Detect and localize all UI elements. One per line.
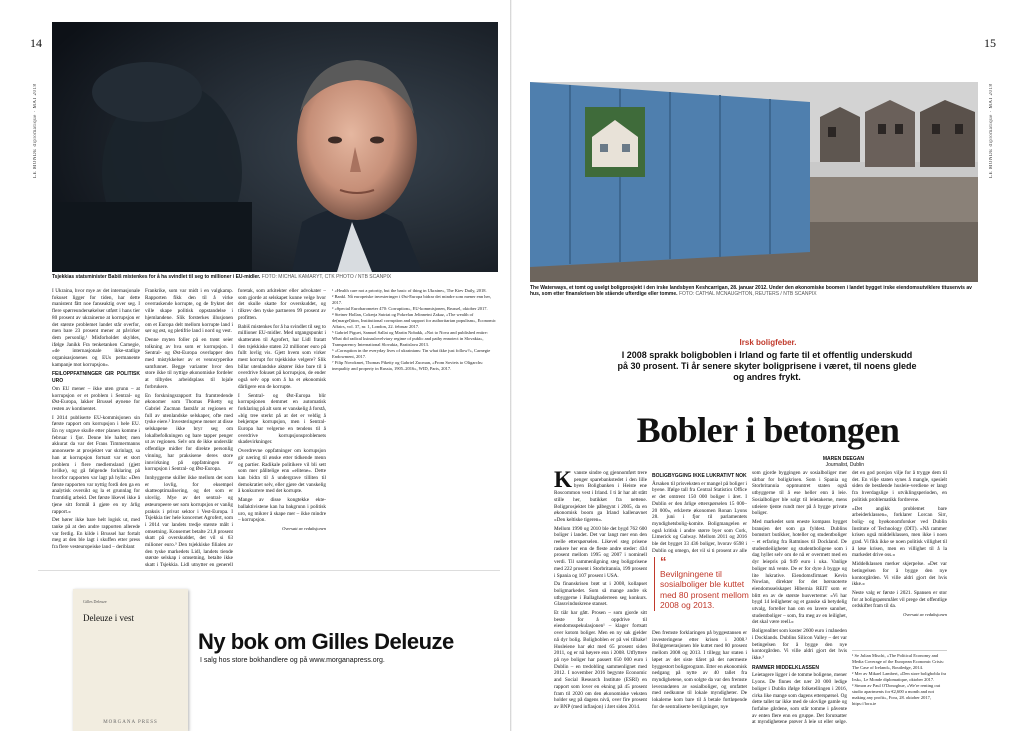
photo-credit: FOTO: MICHAL KAMARYT, CTK PHOTO / NTB SCANPIX <box>261 274 392 280</box>
section-heading: BOLIGBYGGING IKKE LUKRATIVT NOK <box>652 473 747 479</box>
right-page <box>512 0 1024 731</box>
kicker: Irsk boligfeber. <box>739 338 797 347</box>
book-publisher: MORGANA PRESS <box>103 720 158 725</box>
paragraph: Middelklassen merker skjerpelse. «Det var betingelsen for å bygge den nye kontorgården. Vi ville aldri gjort det hvis ikke.» <box>852 561 947 588</box>
paragraph: Frankrike, som var midt i en valgkamp. Rapporten fikk den til å virke overraskende korrupte, og de fryktet det ville skape politisk oppstandelse i hjemlandene. Slik forsterkes illusjonen om et Europa delt mellom korrupte land i sør og øst, og pletifrie land i nord og vest. <box>145 288 233 335</box>
paragraph: I 2014 publiserte EU-kommisjonen sin første rapport om korrupsjon i hele EU. En ny utgave skulle etter planen komme i februar i fjor. Denne ble haltet; men akkurat da var det Frans Timmermanns annonserte at prosjektet var skrinlagt, sa han at korrupsjon fortsatt var et stort problem i flere medlemsland (gjett hvilke), og gå følgende forklaring på hvorfor rapporten var lagt på hylla: «Den første rapporten var nyttig fordi den ga en analytisk oversikt og la et grunnlag for framtidig arbeid. Det første likevel ikke å tjene sitt formål å gjøre en ny årlig rapport.» <box>52 414 140 515</box>
paragraph: Innbyggerne skiller ikke mellom det som er lovlig, for eksempel skatteoptimalisering, og det som er ulovlig. Mye av det sentral- og østeuropeere ser som korrupsjon er vanlig praksis i privat sektor i Vest-Europa. I Tsjekkia tier hele koncernet Agrofert, som i 2014 var landets tredje største målt i omsetning. Konsernet betalte 21,8 prosent skatt på overskuddet, det vil si 63 milioner euro.³ Den tsjekkiske filialen av den tyske markedets Lidl, landets tiende største selskap i omsetning, betalte ikke skatt i Tsjekkia. Lidl utnytter en generell <box>145 474 233 568</box>
babis-photo <box>52 22 498 272</box>
footnote: ⁴ Steiner Hollan, Cokerja Sutriat og Pokrelan Jelinnetni Zakaz, «The wealth of de(margel)tion, Institutional corruption and support for authoritarian populism», Economic Affairs, vol. 37, nr. 1, London, 22. februar 2017. <box>332 312 496 329</box>
paragraph: En forskningsrapport fra framtredende økonomer som Thomas Piketty og Gabriel Zucman fastslår at regionen er full av utenlandske selskaper, ofte med tyske eiere.² Investeringene mener at disse selskapene ikke bryr seg om lokalbefolkningen og bare tapper penger ut av regionen. Selv om de ikke underslår offentlige midler for direkte personlig vinning, har praksisene deres store innvirkning på oppfatningen av korrupsjon i Sentral- og Øst-Europa. <box>145 392 233 473</box>
running-head-left: LE MONDE diplomatique · MAI 2018 <box>33 83 38 178</box>
paragraph: Årsaken til prisveksten er mangel på boliger i byene. Ifølge tall fra Central Statistics Office er det omtrent 150 000 boliger i året. I Dublin er den årlige etterspørselen 15 000–20 000», erklærte økonomen Ronan Lyons 28. juni i fjor til parlamentets myndighetsbolig-komite. Boligmangelen er også kritisk i andre større byer som Cork, Limerick og Galway. Mellom 2011 og 2016 ble det bygget 33 436 boliger, hvorav 6598 i Dublin og omegn, det vil si ti prosent av alle <box>652 480 747 554</box>
translation-note: Oversatt av redaksjonen <box>903 612 947 618</box>
photo-credit: FOTO: CATHAL MCNAUGHTON, REUTERS / NTB SCANPIX <box>678 291 817 297</box>
paragraph: Et tiår har gått. Prosen – som gjorde sitt beste for å oppdrive til eiendomsspekulasjonen¹ – klager fortsatt over kotom boliger. Men en ny sak gjelder nå dyr bolig. Boligboblen er på vei tilbake! Husleiene har økt med 65 prosent siden 2011, og er nå høyere enn i 2008. Utflyttere på nye boliger har passert 650 000 euro i Dublin – en tredobling sammenlignet med 2012. I november 2016 begynte Economic and Social Research Institute (ESRI) en rapport som lover en ekning på 45 prosent fram til 2020 om den økonomiske veksten holder seg på dagens nivå, over fire prosent av BNP (med inflasjon) i året siden 2014. <box>554 610 647 710</box>
footnote: ¹ «Health care not a priority, but the basic of thing in Ukraine», The Kiev Daily, 2018. <box>332 288 487 293</box>
book-author: Gilles Deleuze <box>83 599 107 604</box>
paragraph: foretak, som arkitekter eller advokater – som gjorde at selskapet kunne velge hvor det skulle skatte for overskuddet, og tilkrev den tyske partneren 99 prosent av profitten. <box>238 288 326 321</box>
article-column-3 <box>752 470 847 725</box>
article-column-4 <box>852 470 947 645</box>
first-paragraph: vanste sindre og gjennomført trere penger sparebankstedet i den lille byen Boligbanken i Heiste ene Roscommon vest i Irland. I ti år har alt stått stille her, butikket fra nettene. Boligprosjektet ble påbegynt i 2005, da en økonomisk boom ga Irland kallenavnet «Den keltiske tigeren». <box>554 470 647 523</box>
paragraph: Leietagere ligger i de tomme boligene, mener Lyons. De finnes det nær 20 000 ledige boliger i Dublin ifølge folketellingen i 2016, cirka like mange som dagens etterspørsel. Og dette tallet tar ikke med de ulovlige gamle og forfalne gårdene, som står tomme i påvente av enten flere enn en gruppe. Det forutsatter at myndighetene prøver å leie ut eller selge. <box>752 672 847 725</box>
page-number-left: 14 <box>30 36 42 50</box>
empty-housing-estate-image <box>530 82 978 282</box>
book-cover <box>73 589 188 731</box>
footnote: ¹ Se Julian Mischi, «The Political Economy and Media Coverage of the European Economic Crisis: The Case of Ireland», Routledge, 2014. <box>852 653 944 670</box>
paragraph: som gjorde byggingen av sosialboliger mer sårbar for boligkrisen. Som i Spania og Storbritannia oppmuntret staten også utbyggerne til å ese heller enn å leie. Sosialboliger ble solgt til leietakerne, mens utleiere tjente rundt mer på å bygge private boliger. <box>752 470 847 517</box>
paragraph: Mange av disse kongtekke ekte-ballaktivistene kan ha bakgrunn i politisk uro, og mikrer å skape mer – ikke mindre – korrupsjon. <box>238 497 326 524</box>
section-heading: FEILOPPFATNINGER GIR POLITISK URO <box>52 371 140 385</box>
page-number-right: 15 <box>984 36 996 50</box>
paragraph: Babiš mistenkes for å ha svindlet til seg to millioner EU-midler. Med utgangspunkt i skatteraten til Agrofert, har Lidl fratatt den tsjekkiske staten 22 millioner euro på fullt lovlig vis. Gjett hvem som virker mest korrupt for tsjekkiske velgere? Slik billar utenlandske aktører ikke bare til å overdrive fokuset på korrupsjon, de ender også selv opp som å ha et økonomisk dårligere enn de korrupte. <box>238 323 326 390</box>
headline: Bobler i betongen <box>636 410 900 450</box>
article-column-2 <box>145 288 233 568</box>
footnote: ⁶ «Corruption in the everyday lives of ukrainians: Tin what ikke just follow?», Carnegie Endowment, 2017. <box>332 348 491 359</box>
paragraph: I Sentral- og Øst-Europa blir korrupsjonen demmet en automatisk forklaring på alt som er vanskelig å forstå, «big tree sterkt på at det er veldig å bekjempe korrupsjon, men i Sentral-Europa har velgerne en tendens til å overdrive korrupsjonsproblemets skadevirkninger. <box>238 392 326 446</box>
paragraph: Da finanskrisen brøt ut i 2008, kollapset boligmarkedet. Som så mange andre sk utbyggerne i Ballaghaderreen seg konkurs. Glassvinduskrene stanset. <box>554 581 647 608</box>
photo-caption-left <box>52 274 498 280</box>
caption-text: The Waterways, et tomt og uselgt boligprosjekt i den irske landsbyen Keshcarrigan, 28. januar 2012. Under den økonomiske boomen i landet bygget irske eiendomsutviklere titusenvis av hus, som etter finanskrisen ble stående ufterdige eller tomme. <box>530 285 972 297</box>
author-name: MAREN DEEGAN <box>822 456 864 462</box>
translation-note: Oversatt av redaksjonen <box>282 525 326 531</box>
footnotes-right <box>852 650 947 728</box>
footnote: ⁵ Gabriel Piguet, Samuel Sallat og Martin Nobakk, «Not to Nova and published entire: What did radical ksinaslovelvtary regime of public and pathy ennotect in Slovakia», Transparency International Slovakia, Bratislava 2013. <box>332 330 488 347</box>
paragraph: Den fremste forklaringen på byggestansen er investeringene etter krisen i 2008.² Boliggenerasjonen ble kuttet med 80 prosent mellom 2008 og 2013. I tillegg har staten i løpet av det siste tiåret på det nærmeste byggestort boligprogram. Etter en økonomisk nedgang på nytte av 40 tallet fra myndighetene, som solgte da var den fremste leverandøren av sosialboliger, og omfattet med nedkunne til lokale myndigheter. De lokalerne kom bare til å betale fortløpende for de sentraliserte bevilgninger, nye <box>652 630 747 710</box>
drop-cap: K <box>554 470 572 492</box>
paragraph: Mellom 1990 og 2010 ble det bygd 762 600 boliger i landet. Det var langt mer enn den reelle etterspørselen. Likevel steg prisene raskere her enn de fleste andre steder: 434 prosent mellom 1995 og 2007 i nominell verdi. Til sammenligning steg boligprisene med 222 prosent i Storbritannia, 199 prosent i Spania og 107 prosent i USA. <box>554 525 647 579</box>
pull-quote-text: Bevilgningene til sosialboliger ble kuttet med 80 prosent mellom 2008 og 2013. <box>660 568 749 610</box>
footnote: ² Mer av Mikael Lambert, «Den store boligbobla fra Irsk», Le Monde diplomatique, oktober 2017. <box>852 671 946 682</box>
pull-quote <box>654 554 758 611</box>
paragraph: Boligrealitet som koster 2600 euro i måneden i Docklands. Dublins Silicon Valley – det var betingelsen for å bygge den nye kontorgården. Vi ville aldri gjort det hvis ikke.³ <box>752 628 847 661</box>
article-column-2-bottom <box>652 630 747 725</box>
article-column-2-top <box>652 470 747 554</box>
paragraph: Det hører ikke bare helt logisk ut, med tanke på at den andre rapporten allerede var ferdig. En kilde i Brussel har fortalt meg at den ble lagt i skuffen etter press fra flere vesteuropeiske land – deriblant <box>52 517 140 551</box>
babis-portrait-image <box>52 22 498 272</box>
caption-text: Tsjekkias statsminister Babiš mistenkes for å ha svindlet til seg to millioner i EU-midler. <box>52 274 261 280</box>
article-column-1 <box>52 288 140 568</box>
paragraph: Overdrevne oppfatninger om korrupsjon gir næring til ønske etter tidkende menn og partier. Radikale politikere vil bli sett som mer pålitelige enn «elitene». Dette kan bidra til å undergrave tilliten til demokratiet selv, eller gjøre det vanskelig å konkurrere med det korrupte. <box>238 448 326 495</box>
ad-subtitle: I salg hos store bokhandlere og på www.morganapress.org. <box>200 657 385 664</box>
byline <box>823 456 864 468</box>
paragraph: Neste valg er første i 2021. Spansen er stor for at boligspørsmålet vil prege det offentlige ordskiftet fram til da. <box>852 589 947 610</box>
footnote: ³ «Special Eurobarometer 470: Corruption», EU-kommisjonen, Brussel, oktober 2017. <box>332 306 488 311</box>
footnote: ⁷ Filip Novokmet, Thomas Piketty og Gabriel Zucman, «From Soviets to Oligarchs: inequality and property in Russia, 1905–2016», WID, Paris, 2017. <box>332 360 484 371</box>
housing-photo <box>530 82 978 282</box>
author-role: Journalist, Dublin <box>825 462 864 468</box>
paragraph <box>554 470 647 524</box>
lede: I 2008 sprakk boligboblen i Irland og farte til et offentlig underskudd på 30 prosent. Ti år senere skyter boligprisene i været, til noens glede og andres frykt. <box>617 350 917 382</box>
footnote: ³ Simon av Paul O'Donoghue, «We're renting out studio apartments for €2,600 a month and not making any profit», Fora, 28. oktober 2017, https://fora.ie <box>852 683 941 706</box>
book-advertisement[interactable] <box>38 570 500 731</box>
quote-mark: “ <box>660 554 667 569</box>
photo-caption-right <box>530 285 978 297</box>
paragraph: I Ukraina, hvor mye av det internasjonale fokuset ligger for tiden, har dette manistent fått noe fanseaktig over seg. I flere spørreundersøkelser utført i hans tier 80 prosent av ukrainerne at korrupsjon er det største problemet landet står overfor, men bare 23 prosent mener at påvirker dem personlig.¹ Misforholdet skyldes, ifølge Janikk Fra tenketanken Carnegie, «de internasjonale ikke-statlige organisasjonenes og EUs permanente kampanje mot korrupsjon». <box>52 288 140 368</box>
paragraph: «Det angikk problemet bare arbeiderklassen», forklarer Lorcan Sirr, bolig- og byøkonomforsker ved Dublin Institute of Technology (DIT). «Nå rammer krisen også middelklassen, men ikke i noen grad. Vi fikk ikke se noen politisk villighet til å løse krisen, men en villighet til å la markedet drive oss.» <box>852 505 947 559</box>
running-head-right: LE MONDE diplomatique · MAI 2018 <box>989 83 994 178</box>
article-column-3 <box>238 288 326 568</box>
book-title: Deleuze i vest <box>83 613 134 623</box>
section-heading: RAMMER MIDDELKLASSEN <box>752 664 819 671</box>
footnote: ² Bankl. Nå europeiske investeringer i Øst-Europa bidrar det mindre som mener enn her, 2017. <box>332 294 491 305</box>
paragraph: Denne myten foller på en trønt seier tolkning av hva som er korrupsjon. I Sentral- og Øst-Europa overlapper den med mistykkelser av et vennsryperike samfunnet. Begge varianter hvor den store ikke til nyttige økonomiske fordeler at tilbydes arbeidsplass til lojale forbrukere. <box>145 336 233 390</box>
ad-title: Ny bok om Gilles Deleuze <box>198 629 454 654</box>
paragraph: Om EU mener – ikke uten grunn – at korrupsjon er et problem i Sentral- og Øst-Europa, lakker Brussel øynene for resten av kontinentet. <box>52 385 140 412</box>
footnotes-left <box>332 288 498 568</box>
paragraph: det en god porsjon vilje for å trygge dem til det. En vilje staten synes å mangle, spesielt siden de bestående husleie-verdiene er langt fra hverdagslige i utviklingsperioden, en politisk problematikk fordrevne. <box>852 470 947 503</box>
paragraph: Med markedet som eneste kompass bygget bransjen det som ga fyldest. Dublins bomstort butikker, hoteller og studentboliger – et erfaring fra Ratmines til Dockland. De studentleiligheter og studentboligene som i dag hyllet selv om de nå er overmett med en dyr leiepris på 949 euro i uka. Vanlige boliger må vente. De er for dyre å bygge og lite lukrative. Eiendomsfirmaet Kevin Nowlan, direktør for det børsnoterte eiendomsselskapet Hibernia REIT som er blitt en av de største husverterne: «Vi har bygd 14 leiligheter og et ganske så betydelig utvalg, forteller han om en lavere sannhet, studentboliger – som, fra meg av en leilighet, det skal være reell.» <box>752 518 847 626</box>
article-column-1 <box>554 470 647 725</box>
